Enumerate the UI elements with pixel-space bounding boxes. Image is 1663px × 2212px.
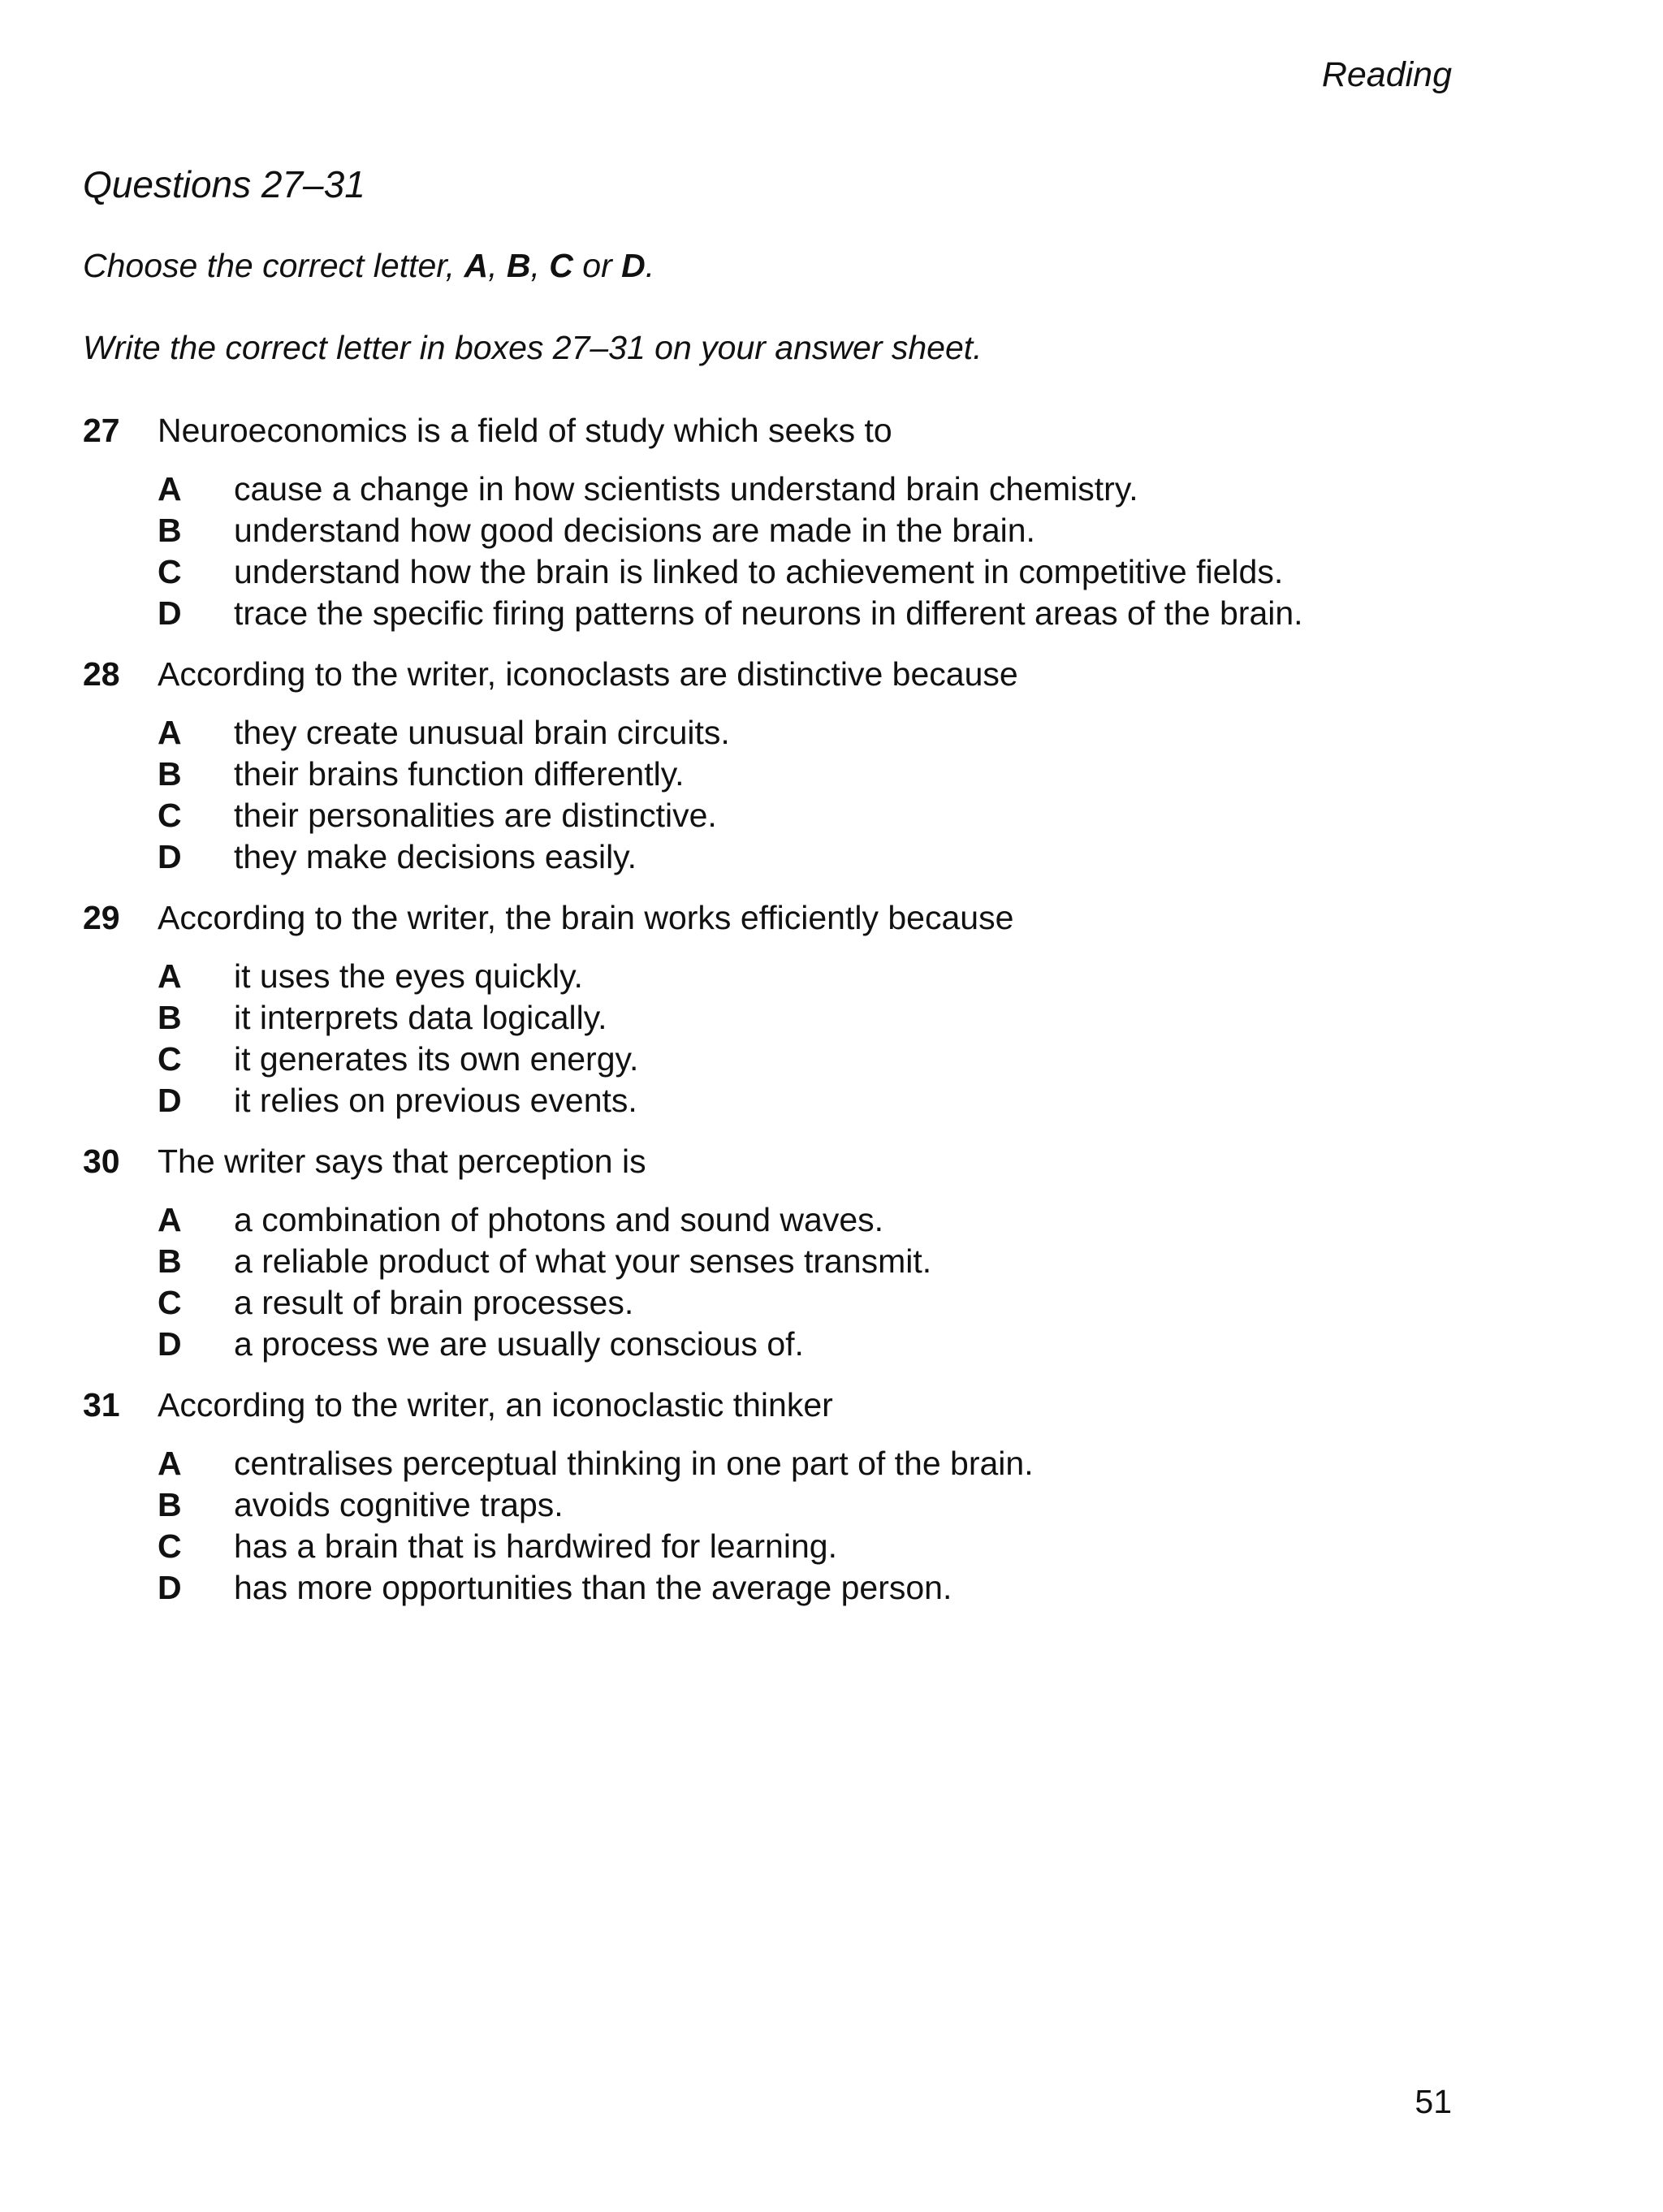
option-text: avoids cognitive traps. [234,1486,564,1523]
option-list [158,1443,1463,1609]
option-d [158,1567,1463,1609]
page-number: 51 [1415,2083,1452,2120]
option-letter: B [158,512,182,549]
option-a [158,1443,1463,1484]
option-letter: C [158,797,182,834]
question-29 [83,897,1463,1121]
option-c [158,1526,1463,1567]
question-number: 29 [83,899,120,936]
option-a [158,956,1463,997]
question-stem [83,654,1463,694]
question-28 [83,654,1463,878]
question-27 [83,410,1463,634]
instruction-answer-sheet: Write the correct letter in boxes 27–31 on your answer sheet. [83,329,983,366]
option-letter: C [158,553,182,590]
question-text: Neuroeconomics is a field of study which seeks to [158,412,892,449]
option-text: a reliable product of what your senses transmit. [234,1242,932,1280]
option-text: has more opportunities than the average person. [234,1569,952,1606]
option-text: it relies on previous events. [234,1082,637,1119]
option-letter: D [158,1325,182,1363]
option-b [158,1484,1463,1526]
option-list [158,956,1463,1121]
option-letter: D [158,594,182,632]
question-number: 31 [83,1386,120,1424]
question-stem [83,410,1463,451]
option-letter: A [158,714,182,751]
question-text: According to the writer, the brain works efficiently because [158,899,1014,936]
option-text: they create unusual brain circuits. [234,714,730,751]
option-text: a result of brain processes. [234,1284,634,1321]
option-text: understand how the brain is linked to achievement in competitive fields. [234,553,1284,590]
option-text: it uses the eyes quickly. [234,957,583,995]
option-c [158,1039,1463,1080]
option-a [158,469,1463,510]
option-letter: D [158,1082,182,1119]
option-letter: B [158,1242,182,1280]
option-text: understand how good decisions are made in the brain. [234,512,1035,549]
option-c [158,795,1463,836]
option-list [158,712,1463,878]
question-text: The writer says that perception is [158,1143,646,1180]
period: . [645,247,655,284]
option-text: it interprets data logically. [234,999,607,1036]
option-c [158,1282,1463,1324]
option-letter: D [158,1569,182,1606]
questions-range-title: Questions 27–31 [83,163,365,205]
option-letter: A [158,1445,182,1482]
separator: , [488,247,507,284]
question-number: 30 [83,1143,120,1180]
option-b [158,1241,1463,1282]
option-list [158,1199,1463,1365]
option-b [158,510,1463,551]
letter-b: B [506,247,531,284]
instructions-block [83,162,983,411]
question-stem [83,897,1463,938]
option-b [158,754,1463,795]
question-stem [83,1141,1463,1182]
option-text: centralises perceptual thinking in one part of the brain. [234,1445,1034,1482]
question-31 [83,1385,1463,1609]
option-d [158,1324,1463,1365]
option-b [158,997,1463,1039]
option-a [158,1199,1463,1241]
option-letter: D [158,838,182,875]
question-stem [83,1385,1463,1425]
option-text: they make decisions easily. [234,838,637,875]
option-letter: A [158,957,182,995]
letter-c: C [549,247,573,284]
question-text: According to the writer, an iconoclastic thinker [158,1386,833,1424]
option-letter: C [158,1284,182,1321]
option-text: cause a change in how scientists understand brain chemistry. [234,470,1138,508]
option-letter: C [158,1527,182,1565]
section-header: Reading [1321,55,1452,94]
separator: , [530,247,550,284]
option-text: their personalities are distinctive. [234,797,717,834]
option-d [158,1080,1463,1121]
letter-d: D [621,247,646,284]
option-text: a process we are usually conscious of. [234,1325,804,1363]
option-c [158,551,1463,593]
option-letter: B [158,755,182,793]
option-text: their brains function differently. [234,755,685,793]
option-d [158,836,1463,878]
question-list [83,410,1463,1628]
option-a [158,712,1463,754]
option-d [158,593,1463,634]
question-30 [83,1141,1463,1365]
question-text: According to the writer, iconoclasts are distinctive because [158,655,1018,693]
option-text: it generates its own energy. [234,1040,639,1078]
option-list [158,469,1463,634]
option-text: trace the specific firing patterns of neurons in different areas of the brain. [234,594,1303,632]
option-letter: C [158,1040,182,1078]
option-letter: A [158,470,182,508]
instruction-text: Choose the correct letter, [83,247,464,284]
option-text: has a brain that is hardwired for learning. [234,1527,837,1565]
letter-a: A [464,247,489,284]
option-letter: B [158,1486,182,1523]
instruction-choose-letter [83,247,983,285]
question-number: 27 [83,412,120,449]
separator-or: or [572,247,622,284]
option-text: a combination of photons and sound waves. [234,1201,884,1238]
option-letter: B [158,999,182,1036]
question-number: 28 [83,655,120,693]
option-letter: A [158,1201,182,1238]
